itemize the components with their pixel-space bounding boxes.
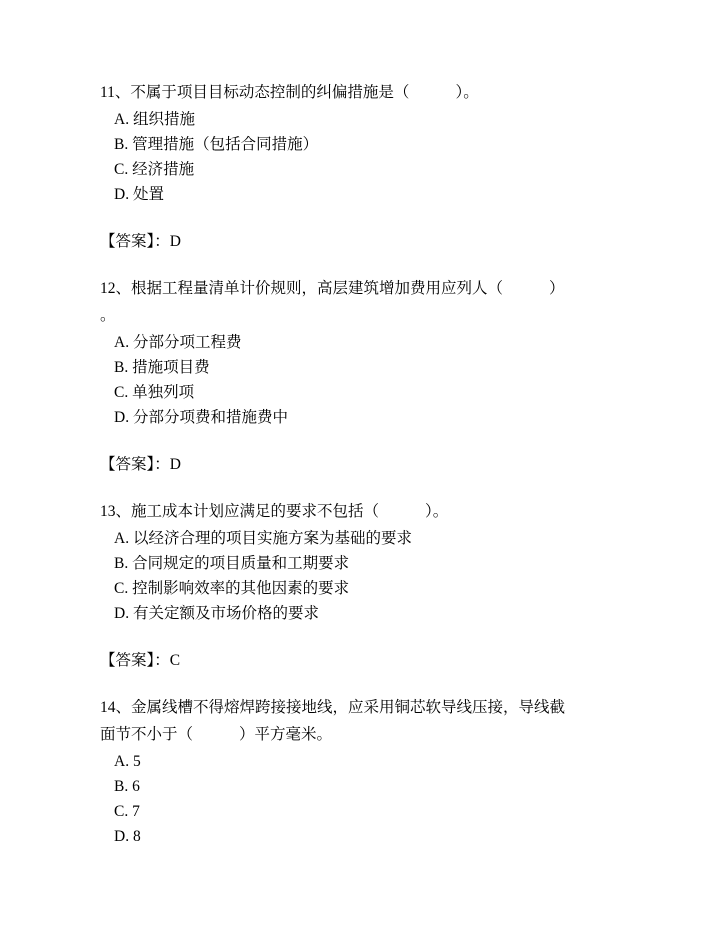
answer-value: C [169, 652, 181, 669]
question-stem-12-text: 12、根据工程量清单计价规则，高层建筑增加费用应列人（ [100, 280, 504, 297]
question-11-option-b: B. 管理措施（包括合同措施） [114, 136, 319, 153]
answer-label: 【答案】： [100, 652, 170, 669]
question-13-option-a: A. 以经济合理的项目实施方案为基础的要求 [114, 530, 412, 547]
question-13-option-c: C. 控制影响效率的其他因素的要求 [114, 580, 350, 597]
question-stem-11-text: 11、不属于项目目标动态控制的纠偏措施是（ [100, 84, 410, 101]
question-block-13 [100, 499, 620, 673]
question-stem-14: 14、金属线槽不得熔焊跨接接地线，应采用铜芯软导线压接，导线截 [100, 699, 566, 716]
question-stem-11-tail: ）。 [455, 84, 479, 101]
question-14-option-d: D. 8 [114, 828, 141, 845]
question-block-14 [100, 695, 620, 849]
answer-value: D [169, 456, 181, 473]
question-stem-13-text: 13、施工成本计划应满足的要求不包括（ [100, 503, 380, 520]
question-14-option-c: C. 7 [114, 803, 140, 820]
question-block-11 [100, 80, 620, 254]
question-stem-13-tail: ）。 [425, 503, 449, 520]
answer-value: D [169, 233, 181, 250]
question-11-answer [100, 229, 620, 254]
question-13-option-b: B. 合同规定的项目质量和工期要求 [114, 555, 350, 572]
question-11-option-c: C. 经济措施 [114, 161, 195, 178]
question-13-answer [100, 648, 620, 673]
question-stem-12-tail: ） [549, 280, 565, 297]
question-11-option-a: A. 组织措施 [114, 111, 195, 128]
question-14-option-b: B. 6 [114, 778, 140, 795]
question-stem-14-tail: ）平方毫米。 [239, 726, 333, 743]
question-stem-14-text: 面节不小于（ [100, 726, 194, 743]
question-stem-14-line2 [100, 722, 620, 747]
question-12-answer [100, 452, 620, 477]
question-block-12 [100, 276, 620, 477]
question-stem-12 [100, 276, 620, 301]
question-stem-11 [100, 80, 620, 105]
question-12-option-d: D. 分部分项费和措施费中 [114, 409, 288, 426]
question-12-option-c: C. 单独列项 [114, 384, 195, 401]
question-12-option-b: B. 措施项目费 [114, 359, 210, 376]
question-12-option-a: A. 分部分项工程费 [114, 334, 242, 351]
question-14-option-a: A. 5 [114, 753, 141, 770]
question-stem-13 [100, 499, 620, 524]
answer-label: 【答案】： [100, 456, 170, 473]
question-11-option-d: D. 处置 [114, 186, 164, 203]
question-13-option-d: D. 有关定额及市场价格的要求 [114, 605, 319, 622]
answer-label: 【答案】： [100, 233, 170, 250]
question-stem-12-line2: 。 [100, 307, 116, 324]
